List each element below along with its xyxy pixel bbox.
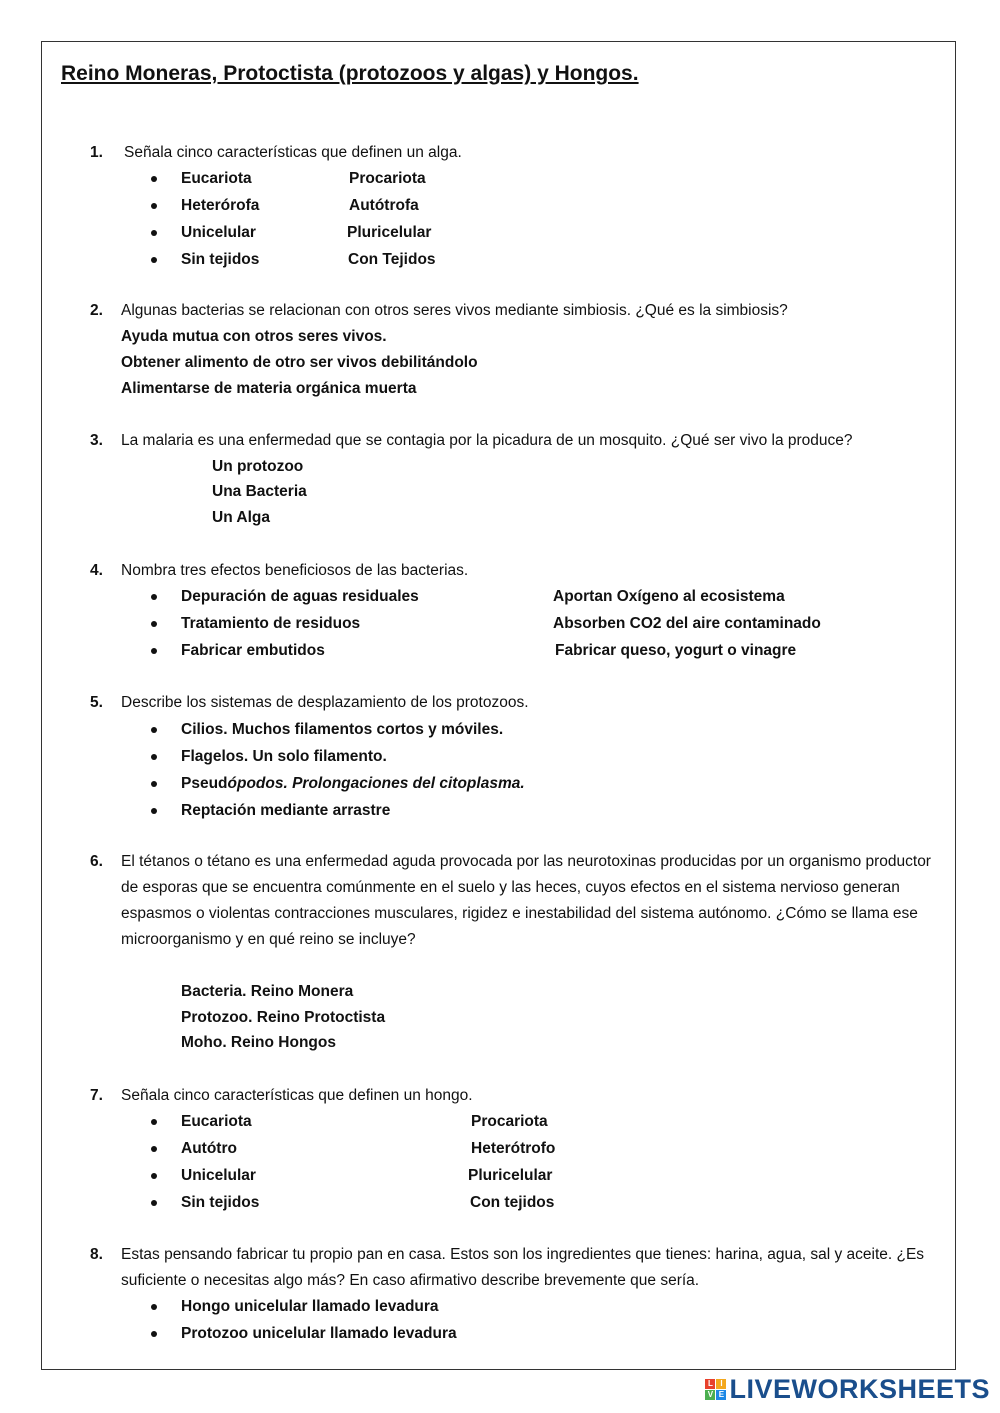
question-text: La malaria es una enfermedad que se contagia por la picadura de un mosquito. ¿Qué ser vivo la produce?: [121, 432, 853, 449]
answer-option[interactable]: Aportan Oxígeno al ecosistema: [553, 588, 785, 605]
answer-option[interactable]: Procariota: [349, 170, 426, 187]
bullet-icon: [151, 1119, 157, 1125]
bullet-icon: [151, 230, 157, 236]
bullet-icon: [151, 257, 157, 263]
question-7: [90, 1083, 931, 1109]
bullet-icon: [151, 594, 157, 600]
question-text: Algunas bacterias se relacionan con otros seres vivos mediante simbiosis. ¿Qué es la simbiosis?: [121, 302, 788, 319]
answer-option[interactable]: Heterótrofo: [471, 1140, 556, 1157]
answer-option[interactable]: Bacteria. Reino Monera: [181, 983, 354, 1000]
answer-option[interactable]: Hongo unicelular llamado levadura: [181, 1298, 439, 1315]
answer-option[interactable]: Protozoo. Reino Protoctista: [181, 1009, 386, 1026]
bullet-icon: [151, 1200, 157, 1206]
bullet-icon: [151, 727, 157, 733]
answer-option[interactable]: Fabricar embutidos: [181, 642, 325, 659]
answer-option[interactable]: Heterórofa: [181, 197, 260, 214]
question-6: [90, 849, 931, 953]
question-text: Describe los sistemas de desplazamiento de los protozoos.: [121, 694, 529, 711]
answer-option[interactable]: Unicelular: [181, 224, 256, 241]
question-4: [90, 558, 931, 584]
answer-option-part-italic: ópodos. Prolongaciones del citoplasma.: [227, 775, 525, 792]
bullet-icon: [151, 781, 157, 787]
answer-option[interactable]: Un Alga: [212, 509, 270, 526]
bullet-icon: [151, 1173, 157, 1179]
answer-option[interactable]: Pluricelular: [468, 1167, 553, 1184]
question-text: Nombra tres efectos beneficiosos de las bacterias.: [121, 562, 469, 579]
answer-option[interactable]: Una Bacteria: [212, 483, 307, 500]
answer-option[interactable]: Autótro: [181, 1140, 237, 1157]
logo-mark-cell: L: [705, 1379, 715, 1389]
answer-option[interactable]: Obtener alimento de otro ser vivos debilitándolo: [121, 354, 478, 371]
answer-option[interactable]: Ayuda mutua con otros seres vivos.: [121, 328, 387, 345]
question-5: [90, 690, 931, 716]
answer-option[interactable]: Procariota: [471, 1113, 548, 1130]
answer-option[interactable]: Sin tejidos: [181, 1194, 260, 1211]
answer-option[interactable]: Reptación mediante arrastre: [181, 802, 391, 819]
bullet-icon: [151, 1304, 157, 1310]
question-text: Señala cinco características que definen un hongo.: [121, 1087, 473, 1104]
question-3: [90, 428, 931, 454]
question-number: 3.: [90, 432, 103, 449]
question-text: El tétanos o tétano es una enfermedad aguda provocada por las neurotoxinas producidas por un organismo productor de esporas que se encuentra comúnmente en el suelo y las heces, cuyos efectos en el sistema nervioso generan espasmos o violentas contracciones musculares, rigidez e inestabilidad del sistema autónomo. ¿Cómo se llama ese microorganismo y en qué reino se incluye?: [121, 853, 931, 948]
question-2: [90, 298, 931, 324]
question-number: 4.: [90, 562, 103, 579]
answer-option[interactable]: Alimentarse de materia orgánica muerta: [121, 380, 417, 397]
answer-option[interactable]: Un protozoo: [212, 458, 304, 475]
question-1: [90, 140, 934, 166]
question-number: 8.: [90, 1246, 103, 1263]
answer-option[interactable]: Fabricar queso, yogurt o vinagre: [555, 642, 797, 659]
question-number: 2.: [90, 302, 103, 319]
question-number: 6.: [90, 853, 103, 870]
logo-mark-cell: I: [716, 1379, 726, 1389]
answer-option[interactable]: Con Tejidos: [348, 251, 436, 268]
answer-option[interactable]: Flagelos. Un solo filamento.: [181, 748, 387, 765]
answer-option[interactable]: Con tejidos: [470, 1194, 555, 1211]
liveworksheets-logo[interactable]: [705, 1374, 990, 1405]
answer-option[interactable]: Cilios. Muchos filamentos cortos y móviles.: [181, 721, 504, 738]
logo-mark-icon: [705, 1379, 726, 1400]
question-text: Estas pensando fabricar tu propio pan en casa. Estos son los ingredientes que tienes: harina, agua, sal y aceite. ¿Es suficiente o necesitas algo más? En caso afirmativo describe brevemente que sería.: [121, 1246, 925, 1289]
bullet-icon: [151, 1146, 157, 1152]
bullet-icon: [151, 754, 157, 760]
question-text: Señala cinco características que definen un alga.: [124, 144, 462, 161]
answer-option[interactable]: Eucariota: [181, 170, 252, 187]
question-8: [90, 1242, 931, 1294]
logo-mark-cell: E: [716, 1390, 726, 1400]
question-number: 7.: [90, 1087, 103, 1104]
logo-mark-cell: V: [705, 1390, 715, 1400]
worksheet-title: Reino Moneras, Protoctista (protozoos y algas) y Hongos.: [61, 62, 639, 85]
answer-option[interactable]: Pluricelular: [347, 224, 432, 241]
answer-option[interactable]: Unicelular: [181, 1167, 256, 1184]
bullet-icon: [151, 808, 157, 814]
question-number: 1.: [90, 144, 103, 161]
bullet-icon: [151, 203, 157, 209]
logo-text: LIVEWORKSHEETS: [729, 1374, 990, 1404]
answer-option[interactable]: Depuración de aguas residuales: [181, 588, 419, 605]
answer-option[interactable]: [181, 774, 525, 794]
answer-option[interactable]: Eucariota: [181, 1113, 252, 1130]
answer-option[interactable]: Sin tejidos: [181, 251, 260, 268]
bullet-icon: [151, 621, 157, 627]
answer-option[interactable]: Absorben CO2 del aire contaminado: [553, 615, 821, 632]
question-number: 5.: [90, 694, 103, 711]
bullet-icon: [151, 1331, 157, 1337]
answer-option[interactable]: Tratamiento de residuos: [181, 615, 361, 632]
bullet-icon: [151, 648, 157, 654]
answer-option[interactable]: Moho. Reino Hongos: [181, 1034, 336, 1051]
answer-option-part: Pseud: [181, 775, 228, 792]
bullet-icon: [151, 176, 157, 182]
answer-option[interactable]: Protozoo unicelular llamado levadura: [181, 1325, 457, 1342]
answer-option[interactable]: Autótrofa: [349, 197, 419, 214]
